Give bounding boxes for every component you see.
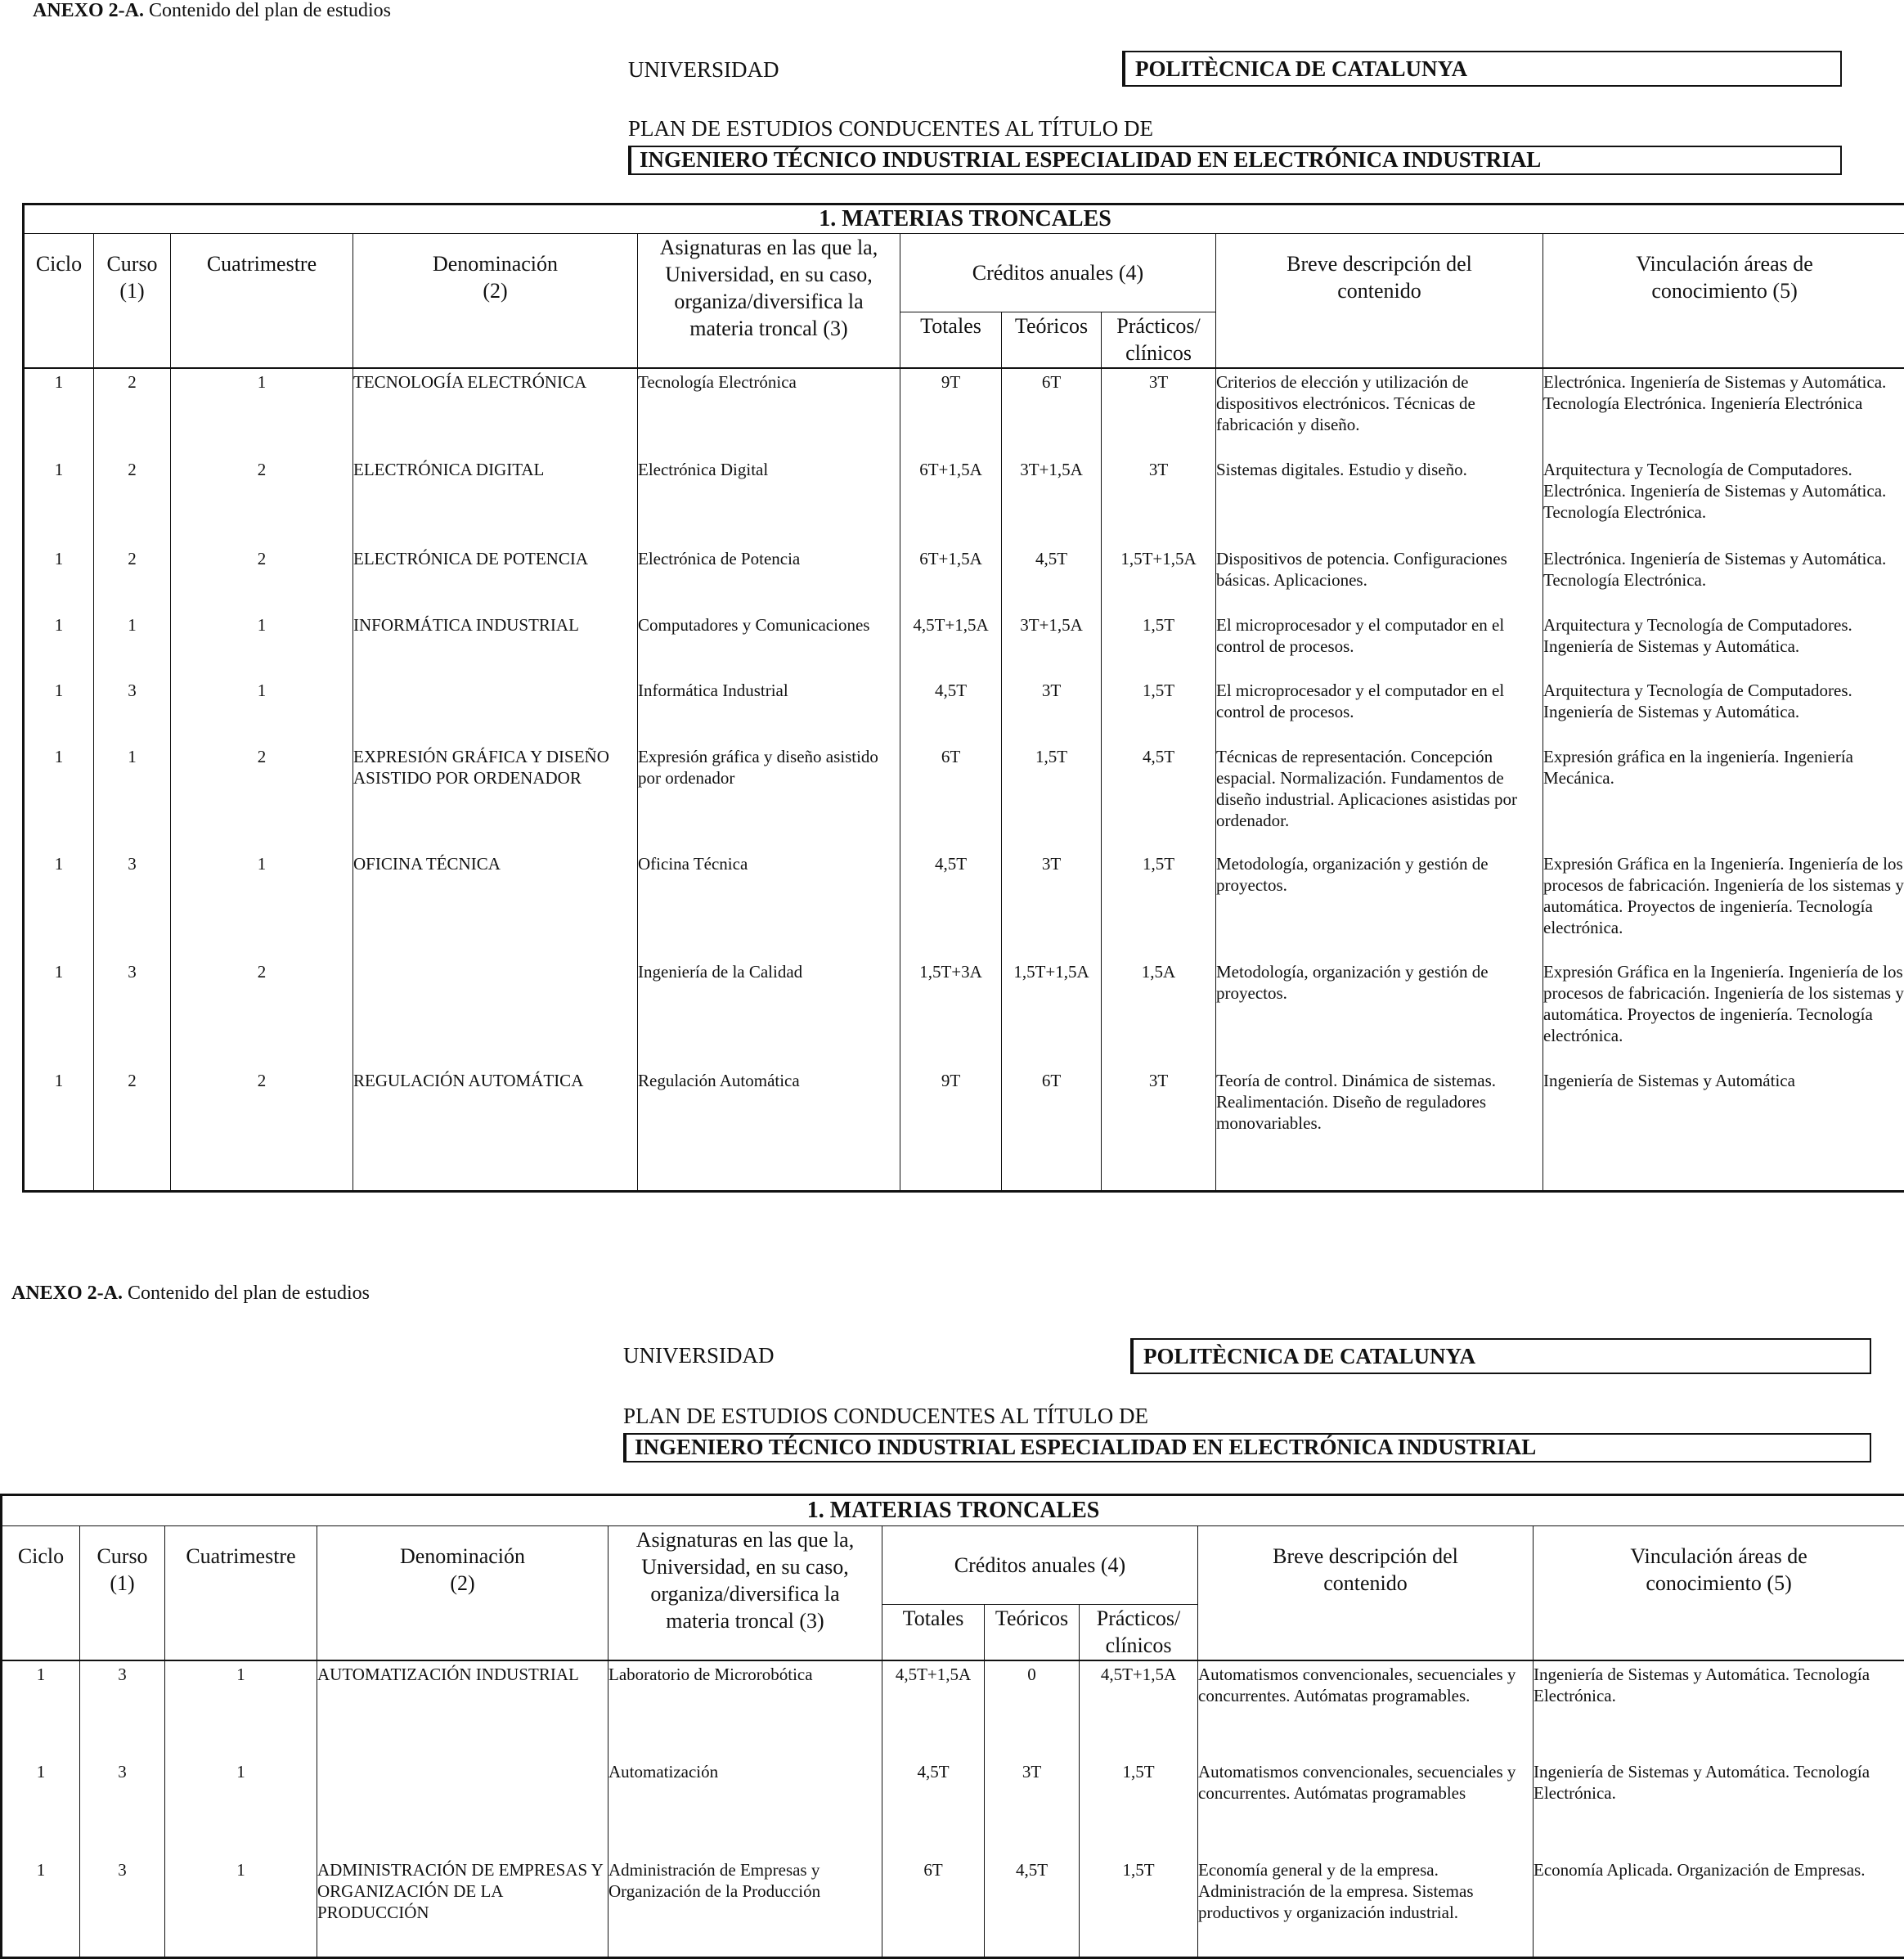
col-ciclo: Ciclo <box>2 1526 80 1660</box>
col-ciclo: Ciclo <box>24 234 94 368</box>
cell-teoricos: 1,5T+1,5A <box>1002 959 1102 1067</box>
cell-practicos: 1,5T <box>1102 612 1216 678</box>
cell-cuatrimestre: 1 <box>171 677 353 744</box>
col-cuatrimestre: Cuatrimestre <box>165 1526 317 1660</box>
degree-title: INGENIERO TÉCNICO INDUSTRIAL ESPECIALIDAD EN ELECTRÓNICA INDUSTRIAL <box>623 1433 1871 1463</box>
cell-totales: 6T <box>900 744 1002 851</box>
cell-asignatura: Ingeniería de la Calidad <box>638 959 900 1067</box>
universidad-value: POLITÈCNICA DE CATALUNYA <box>1130 1338 1871 1374</box>
col-practicos: Prácticos/ clínicos <box>1102 312 1216 368</box>
cell-practicos: 3T <box>1102 1067 1216 1191</box>
universidad-label: UNIVERSIDAD <box>623 1343 775 1368</box>
cell-asignatura: Electrónica de Potencia <box>638 546 900 612</box>
cell-ciclo: 1 <box>24 456 94 546</box>
cell-asignatura: Regulación Automática <box>638 1067 900 1191</box>
cell-vinculacion: Expresión gráfica en la ingeniería. Ingeniería Mecánica. <box>1543 744 1904 851</box>
cell-denominacion <box>317 1759 608 1857</box>
col-denominacion: Denominación (2) <box>317 1526 608 1660</box>
cell-descripcion: Sistemas digitales. Estudio y diseño. <box>1216 456 1543 546</box>
table-row <box>24 744 1904 851</box>
cell-vinculacion: Ingeniería de Sistemas y Automática. Tecnología Electrónica. <box>1534 1660 1904 1759</box>
cell-curso: 1 <box>94 612 171 678</box>
cell-vinculacion: Electrónica. Ingeniería de Sistemas y Automática. Tecnología Electrónica. <box>1543 546 1904 612</box>
cell-ciclo: 1 <box>24 959 94 1067</box>
cell-asignatura: Informática Industrial <box>638 677 900 744</box>
cell-descripcion: Metodología, organización y gestión de proyectos. <box>1216 959 1543 1067</box>
cell-vinculacion: Economía Aplicada. Organización de Empresas. <box>1534 1857 1904 1958</box>
materias-troncales-table <box>0 1494 1904 1959</box>
cell-denominacion: ELECTRÓNICA DE POTENCIA <box>353 546 638 612</box>
cell-totales: 1,5T+3A <box>900 959 1002 1067</box>
cell-vinculacion: Electrónica. Ingeniería de Sistemas y Automática. Tecnología Electrónica. Ingeniería Electrónica <box>1543 368 1904 457</box>
table-row <box>24 456 1904 546</box>
cell-denominacion: ADMINISTRACIÓN DE EMPRESAS Y ORGANIZACIÓN DE LA PRODUCCIÓN <box>317 1857 608 1958</box>
cell-vinculacion: Arquitectura y Tecnología de Computadores. Ingeniería de Sistemas y Automática. <box>1543 612 1904 678</box>
cell-cuatrimestre: 2 <box>171 546 353 612</box>
cell-cuatrimestre: 1 <box>165 1759 317 1857</box>
table-row <box>24 959 1904 1067</box>
cell-asignatura: Tecnología Electrónica <box>638 368 900 457</box>
col-cuatrimestre: Cuatrimestre <box>171 234 353 368</box>
cell-curso: 3 <box>80 1857 165 1958</box>
cell-practicos: 1,5T <box>1102 851 1216 959</box>
cell-cuatrimestre: 1 <box>171 612 353 678</box>
cell-ciclo: 1 <box>2 1660 80 1759</box>
universidad-value: POLITÈCNICA DE CATALUNYA <box>1122 51 1842 87</box>
cell-denominacion: ELECTRÓNICA DIGITAL <box>353 456 638 546</box>
table-title: 1. MATERIAS TRONCALES <box>2 1495 1904 1526</box>
cell-totales: 6T <box>882 1857 985 1958</box>
col-totales: Totales <box>882 1605 985 1660</box>
col-creditos: Créditos anuales (4) <box>882 1526 1198 1605</box>
cell-ciclo: 1 <box>24 368 94 457</box>
cell-vinculacion: Expresión Gráfica en la Ingeniería. Ingeniería de los procesos de fabricación. Ingeniería de los sistemas y automática. Proyectos de ingeniería. Tecnología electrónica. <box>1543 959 1904 1067</box>
cell-practicos: 4,5T <box>1102 744 1216 851</box>
materias-troncales-table <box>22 203 1904 1193</box>
cell-curso: 2 <box>94 456 171 546</box>
cell-teoricos: 6T <box>1002 1067 1102 1191</box>
table-row <box>24 677 1904 744</box>
cell-teoricos: 6T <box>1002 368 1102 457</box>
annex-title: ANEXO 2-A. Contenido del plan de estudios <box>11 1283 370 1304</box>
cell-totales: 6T+1,5A <box>900 546 1002 612</box>
cell-asignatura: Computadores y Comunicaciones <box>638 612 900 678</box>
table-row <box>24 851 1904 959</box>
col-practicos: Prácticos/ clínicos <box>1080 1605 1198 1660</box>
cell-practicos: 3T <box>1102 456 1216 546</box>
cell-denominacion: EXPRESIÓN GRÁFICA Y DISEÑO ASISTIDO POR ORDENADOR <box>353 744 638 851</box>
table-title: 1. MATERIAS TRONCALES <box>24 204 1904 234</box>
cell-curso: 3 <box>80 1660 165 1759</box>
col-creditos: Créditos anuales (4) <box>900 234 1216 312</box>
cell-teoricos: 4,5T <box>985 1857 1080 1958</box>
cell-descripcion: Automatismos convencionales, secuenciales y concurrentes. Autómatas programables <box>1198 1759 1534 1857</box>
cell-vinculacion: Arquitectura y Tecnología de Computadores. Ingeniería de Sistemas y Automática. <box>1543 677 1904 744</box>
cell-curso: 3 <box>94 677 171 744</box>
cell-practicos: 1,5T <box>1080 1857 1198 1958</box>
col-vinculacion: Vinculación áreas de conocimiento (5) <box>1534 1526 1904 1660</box>
cell-ciclo: 1 <box>24 851 94 959</box>
cell-ciclo: 1 <box>24 546 94 612</box>
cell-teoricos: 0 <box>985 1660 1080 1759</box>
cell-practicos: 1,5A <box>1102 959 1216 1067</box>
cell-asignatura: Administración de Empresas y Organización de la Producción <box>608 1857 882 1958</box>
cell-vinculacion: Arquitectura y Tecnología de Computadores. Electrónica. Ingeniería de Sistemas y Automática. Tecnología Electrónica. <box>1543 456 1904 546</box>
col-totales: Totales <box>900 312 1002 368</box>
cell-asignatura: Electrónica Digital <box>638 456 900 546</box>
cell-denominacion: REGULACIÓN AUTOMÁTICA <box>353 1067 638 1191</box>
cell-descripcion: Automatismos convencionales, secuenciales y concurrentes. Autómatas programables. <box>1198 1660 1534 1759</box>
cell-practicos: 4,5T+1,5A <box>1080 1660 1198 1759</box>
table-row <box>24 612 1904 678</box>
cell-teoricos: 3T+1,5A <box>1002 612 1102 678</box>
table-row <box>2 1857 1904 1958</box>
cell-curso: 3 <box>94 959 171 1067</box>
cell-teoricos: 3T <box>1002 851 1102 959</box>
cell-descripcion: Criterios de elección y utilización de dispositivos electrónicos. Técnicas de fabricación y diseño. <box>1216 368 1543 457</box>
cell-totales: 6T+1,5A <box>900 456 1002 546</box>
cell-cuatrimestre: 1 <box>171 368 353 457</box>
col-curso: Curso (1) <box>80 1526 165 1660</box>
col-teoricos: Teóricos <box>1002 312 1102 368</box>
table-row <box>2 1759 1904 1857</box>
col-curso: Curso (1) <box>94 234 171 368</box>
cell-ciclo: 1 <box>24 677 94 744</box>
cell-teoricos: 1,5T <box>1002 744 1102 851</box>
cell-teoricos: 3T <box>985 1759 1080 1857</box>
cell-descripcion: El microprocesador y el computador en el control de procesos. <box>1216 612 1543 678</box>
cell-ciclo: 1 <box>2 1857 80 1958</box>
cell-cuatrimestre: 2 <box>171 959 353 1067</box>
cell-cuatrimestre: 2 <box>171 744 353 851</box>
cell-curso: 3 <box>94 851 171 959</box>
cell-asignatura: Automatización <box>608 1759 882 1857</box>
cell-curso: 2 <box>94 368 171 457</box>
cell-ciclo: 1 <box>2 1759 80 1857</box>
table-body <box>24 368 1904 1192</box>
table-body <box>2 1660 1904 1958</box>
degree-title: INGENIERO TÉCNICO INDUSTRIAL ESPECIALIDAD EN ELECTRÓNICA INDUSTRIAL <box>628 146 1842 175</box>
col-breve: Breve descripción del contenido <box>1198 1526 1534 1660</box>
cell-asignatura: Oficina Técnica <box>638 851 900 959</box>
cell-totales: 9T <box>900 368 1002 457</box>
table-row <box>24 546 1904 612</box>
col-asignaturas: Asignaturas en las que la, Universidad, en su caso, organiza/diversifica la materia troncal (3) <box>608 1526 882 1660</box>
cell-teoricos: 3T+1,5A <box>1002 456 1102 546</box>
cell-descripcion: Teoría de control. Dinámica de sistemas. Realimentación. Diseño de reguladores monovariables. <box>1216 1067 1543 1191</box>
cell-asignatura: Laboratorio de Microrobótica <box>608 1660 882 1759</box>
col-denominacion: Denominación (2) <box>353 234 638 368</box>
cell-ciclo: 1 <box>24 612 94 678</box>
cell-denominacion <box>353 677 638 744</box>
table-row <box>2 1660 1904 1759</box>
cell-denominacion: INFORMÁTICA INDUSTRIAL <box>353 612 638 678</box>
cell-totales: 4,5T <box>900 851 1002 959</box>
cell-cuatrimestre: 1 <box>165 1660 317 1759</box>
cell-curso: 3 <box>80 1759 165 1857</box>
cell-vinculacion: Ingeniería de Sistemas y Automática. Tecnología Electrónica. <box>1534 1759 1904 1857</box>
cell-denominacion: OFICINA TÉCNICA <box>353 851 638 959</box>
cell-cuatrimestre: 2 <box>171 1067 353 1191</box>
cell-curso: 2 <box>94 1067 171 1191</box>
cell-descripcion: Economía general y de la empresa. Administración de la empresa. Sistemas productivos y organización industrial. <box>1198 1857 1534 1958</box>
cell-cuatrimestre: 2 <box>171 456 353 546</box>
cell-curso: 2 <box>94 546 171 612</box>
cell-teoricos: 3T <box>1002 677 1102 744</box>
cell-ciclo: 1 <box>24 1067 94 1191</box>
plan-label: PLAN DE ESTUDIOS CONDUCENTES AL TÍTULO DE <box>623 1404 1148 1428</box>
cell-teoricos: 4,5T <box>1002 546 1102 612</box>
cell-denominacion: TECNOLOGÍA ELECTRÓNICA <box>353 368 638 457</box>
col-vinculacion: Vinculación áreas de conocimiento (5) <box>1543 234 1904 368</box>
cell-cuatrimestre: 1 <box>165 1857 317 1958</box>
cell-descripcion: Metodología, organización y gestión de proyectos. <box>1216 851 1543 959</box>
cell-totales: 9T <box>900 1067 1002 1191</box>
cell-practicos: 1,5T+1,5A <box>1102 546 1216 612</box>
cell-cuatrimestre: 1 <box>171 851 353 959</box>
cell-descripcion: Técnicas de representación. Concepción espacial. Normalización. Fundamentos de diseño industrial. Aplicaciones asistidas por ordenador. <box>1216 744 1543 851</box>
cell-practicos: 1,5T <box>1102 677 1216 744</box>
cell-totales: 4,5T+1,5A <box>882 1660 985 1759</box>
cell-descripcion: El microprocesador y el computador en el control de procesos. <box>1216 677 1543 744</box>
cell-totales: 4,5T <box>882 1759 985 1857</box>
table-row <box>24 1067 1904 1191</box>
col-teoricos: Teóricos <box>985 1605 1080 1660</box>
table-row <box>24 368 1904 457</box>
cell-asignatura: Expresión gráfica y diseño asistido por ordenador <box>638 744 900 851</box>
universidad-label: UNIVERSIDAD <box>628 57 779 82</box>
annex-title: ANEXO 2-A. Contenido del plan de estudios <box>33 0 391 21</box>
cell-vinculacion: Ingeniería de Sistemas y Automática <box>1543 1067 1904 1191</box>
cell-curso: 1 <box>94 744 171 851</box>
cell-denominacion <box>353 959 638 1067</box>
cell-totales: 4,5T+1,5A <box>900 612 1002 678</box>
cell-descripcion: Dispositivos de potencia. Configuraciones básicas. Aplicaciones. <box>1216 546 1543 612</box>
cell-practicos: 1,5T <box>1080 1759 1198 1857</box>
cell-practicos: 3T <box>1102 368 1216 457</box>
col-breve: Breve descripción del contenido <box>1216 234 1543 368</box>
cell-totales: 4,5T <box>900 677 1002 744</box>
cell-vinculacion: Expresión Gráfica en la Ingeniería. Ingeniería de los procesos de fabricación. Ingeniería de los sistemas y automática. Proyectos de ingeniería. Tecnología electrónica. <box>1543 851 1904 959</box>
cell-ciclo: 1 <box>24 744 94 851</box>
plan-label: PLAN DE ESTUDIOS CONDUCENTES AL TÍTULO DE <box>628 116 1153 141</box>
col-asignaturas: Asignaturas en las que la, Universidad, en su caso, organiza/diversifica la materia troncal (3) <box>638 234 900 368</box>
cell-denominacion: AUTOMATIZACIÓN INDUSTRIAL <box>317 1660 608 1759</box>
